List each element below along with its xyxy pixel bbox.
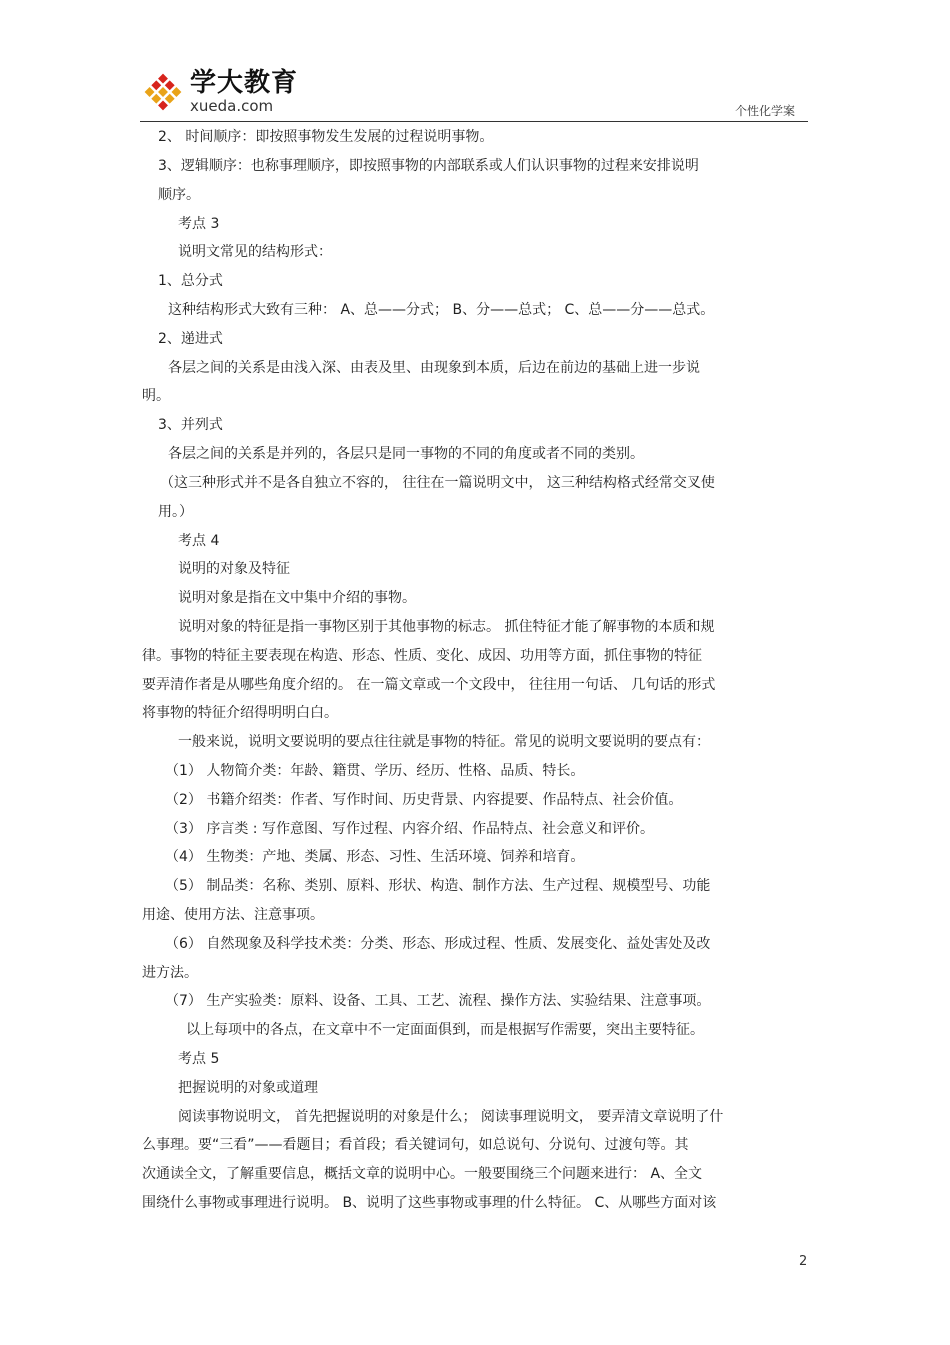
header-divider [140,121,808,122]
list-item: （2） 书籍介绍类：作者、写作时间、历史背景、内容提要、作品特点、社会价值。 [165,792,683,808]
text-line: 用。） [158,504,193,520]
text-line: 围绕什么事物或事理进行说明。 B、说明了这些事物或事理的什么特征。 C、从哪些方面对该 [142,1195,717,1211]
section-heading: 考点 4 [178,533,220,549]
text-line: 顺序。 [158,187,200,203]
text-line: 次通读全文，了解重要信息，概括文章的说明中心。一般要围绕三个问题来进行： A、全文 [142,1166,703,1182]
list-item: （3） 序言类 : 写作意图、写作过程、内容介绍、作品特点、社会意义和评价。 [165,821,654,837]
text-line: 律。事物的特征主要表现在构造、形态、性质、变化、成因、功用等方面，抓住事物的特征 [142,648,702,664]
list-item: （4） 生物类：产地、类属、形态、习性、生活环境、饲养和培育。 [165,849,585,865]
text-line: 么事理。要“三看”——看题目；看首段；看关键词句，如总说句、分说句、过渡句等。其 [142,1137,689,1153]
brand-name: 学大教育 [190,68,299,98]
text-line: 将事物的特征介绍得明明白白。 [142,705,338,721]
text-line: 一般来说，说明文要说明的要点往往就是事物的特征。常见的说明文要说明的要点有： [178,734,710,750]
text-line: 明。 [142,388,170,404]
text-line: （这三种形式并不是各自独立不容的， 往往在一篇说明文中， 这三种结构格式经常交叉使 [160,475,715,491]
text-line: 说明的对象及特征 [178,561,290,577]
list-item: （7） 生产实验类：原料、设备、工具、工艺、流程、操作方法、实验结果、注意事项。 [165,993,711,1009]
xueda-logo-icon [141,70,185,114]
brand-url: xueda.com [190,97,274,115]
text-line: 2、 时间顺序：即按照事物发生发展的过程说明事物。 [158,129,494,145]
text-line: 各层之间的关系是并列的，各层只是同一事物的不同的角度或者不同的类别。 [168,446,644,462]
text-line: 进方法。 [142,965,198,981]
section-heading: 考点 3 [178,216,220,232]
text-line: 各层之间的关系是由浅入深、由表及里、由现象到本质，后边在前边的基础上进一步说 [168,360,700,376]
text-line: 1、总分式 [158,273,223,289]
text-line: 用途、使用方法、注意事项。 [142,907,324,923]
text-line: 把握说明的对象或道理 [178,1080,318,1096]
text-line: 3、逻辑顺序：也称事理顺序，即按照事物的内部联系或人们认识事物的过程来安排说明 [158,158,699,174]
list-item: （6） 自然现象及科学技术类：分类、形态、形成过程、性质、发展变化、益处害处及改 [165,936,711,952]
list-item: （5） 制品类：名称、类别、原料、形状、构造、制作方法、生产过程、规模型号、功能 [165,878,711,894]
text-line: 要弄清作者是从哪些角度介绍的。 在一篇文章或一个文段中， 往往用一句话、 几句话的形式 [142,677,716,693]
text-line: 以上每项中的各点，在文章中不一定面面俱到，而是根据写作需要，突出主要特征。 [186,1022,704,1038]
list-item: （1） 人物简介类：年龄、籍贯、学历、经历、性格、品质、特长。 [165,763,585,779]
text-line: 2、递进式 [158,331,223,347]
page-number: 2 [799,1254,808,1269]
text-line: 说明对象的特征是指一事物区别于其他事物的标志。 抓住特征才能了解事物的本质和规 [178,619,715,635]
section-heading: 考点 5 [178,1051,220,1067]
text-line: 阅读事物说明文， 首先把握说明的对象是什么； 阅读事理说明文， 要弄清文章说明了什 [178,1109,724,1125]
text-line: 说明对象是指在文中集中介绍的事物。 [178,590,416,606]
text-line: 这种结构形式大致有三种： A、总——分式； B、分——总式； C、总——分——总式。 [168,302,715,318]
text-line: 说明文常见的结构形式： [178,244,332,260]
text-line: 3、并列式 [158,417,223,433]
header-tag: 个性化学案 [735,104,796,118]
